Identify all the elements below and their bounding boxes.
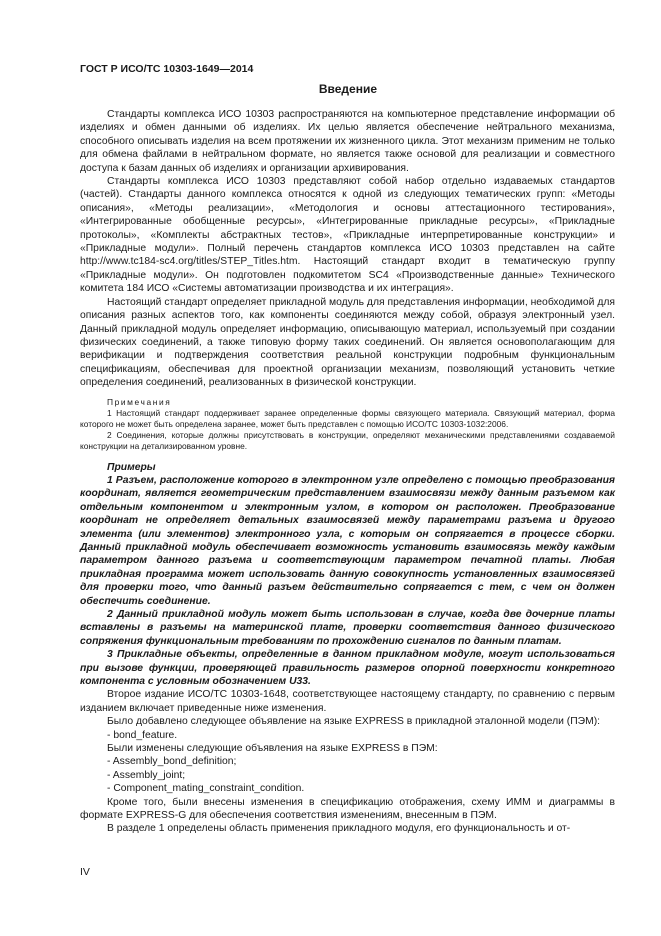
note-item: 1 Настоящий стандарт поддерживает заранее определенные формы связующего материала. Связующий материал, форма которого не может быть определена заранее, может быть представлен с помощью ИСО/ТС 10303-1032:2006. <box>80 408 615 430</box>
paragraph: Кроме того, были внесены изменения в спецификацию отображения, схему ИММ и диаграммы в формате EXPRESS-G для обеспечения соответствия изменениям, внесенным в ПЭМ. <box>80 796 615 822</box>
list-item: - Assembly_bond_definition; <box>107 756 237 768</box>
page-number: IV <box>80 866 90 878</box>
example-item: 2 Данный прикладной модуль может быть использован в случае, когда две дочерние платы вставлены в разъемы на материнской плате, проверки соответствия данного физического сопряжения функциональным требованиям по прохождению сигналов по данным платам. <box>80 608 615 647</box>
paragraph: Настоящий стандарт определяет прикладной модуль для представления информации, необходимой для описания разных аспектов того, как компоненты соединяются между собой, образуя электронный узел. Данный прикладной модуль определяет информацию, описывающую материал, используемый при создании физических соединений, а также типовую форму таких соединений. Он является основополагающим для верификации и подтверждения соответствия реальной конструкции подробным функциональным спецификациям, обеспечивая для проектной организации механизм, позволяющий установить четкие определения соединений, реализованных в физической конструкции. <box>80 296 615 389</box>
example-item: 3 Прикладные объекты, определенные в данном прикладном модуле, могут использоваться при вызове функции, проверяющей правильность размеров опорной поверхности конкретного компонента с условным обозначением U33. <box>80 649 615 688</box>
paragraph: Стандарты комплекса ИСО 10303 распространяются на компьютерное представление информации об изделиях и обмен данными об изделиях. Их целью является обеспечение нейтрального механизма, способного описывать изделия на всем протяжении их жизненного цикла. Этот механизм применим не только для обмена файлами в нейтральном формате, но является также основой для реализации и совместного доступа к базам данных об изделиях и организации архивирования. <box>80 109 615 174</box>
notes-block <box>80 397 615 452</box>
note-item: 2 Соединения, которые должны присутствовать в конструкции, определяют механическими представлениями создаваемой конструкции на детализированном уровне. <box>80 429 615 451</box>
paragraph: Были изменены следующие объявления на языке EXPRESS в ПЭМ: <box>107 743 438 755</box>
paragraph: Было добавлено следующее объявление на языке EXPRESS в прикладной эталонной модели (ПЭМ): <box>107 716 601 728</box>
standard-header: ГОСТ Р ИСО/ТС 10303-1649—2014 <box>80 63 254 75</box>
paragraph: В разделе 1 определены область применения прикладного модуля, его функциональность и от- <box>107 823 571 835</box>
list-item: - Component_mating_constraint_condition. <box>107 783 305 795</box>
paragraph: Второе издание ИСО/ТС 10303-1648, соответствующее настоящему стандарту, по сравнению с первым изданием включает приведенные ниже изменения. <box>80 689 615 714</box>
section-title: Введение <box>318 82 377 96</box>
document-body <box>80 108 615 836</box>
list-item: - bond_feature. <box>107 729 178 741</box>
notes-heading: Примечания <box>107 396 172 407</box>
examples-block <box>80 461 615 689</box>
paragraph: Стандарты комплекса ИСО 10303 представляют собой набор отдельно издаваемых стандартов (частей). Стандарты данного комплекса относятся к одной из следующих тематических групп: «Методы описания», «Методы реализации», «Методология и основы аттестационного тестирования», «Интегрированные обобщенные ресурсы», «Интегрированные прикладные ресурсы», «Прикладные протоколы», «Комплекты абстрактных тестов», «Прикладные интерпретированные конструкции» и «Прикладные модули». Полный перечень стандартов комплекса ИСО 10303 представлен на сайте http://www.tc184-sc4.org/titles/STEP_Titles.htm. Настоящий стандарт входит в тематическую группу «Прикладные модули». Он подготовлен подкомитетом SC4 «Производственные данные» Технического комитета 184 ИСО «Системы автоматизации производства и их интеграция». <box>80 176 615 295</box>
example-item: 1 Разъем, расположение которого в электронном узле определено с помощью преобразования координат, является геометрическим представлением взаимосвязи между данным разъемом как отдельным компонентом и электронным узлом, в котором он расположен. Преобразование координат не определяет детальных взаимосвязей между параметрами разъема и другого элемента (или элементов) электронного узла, с которым он сопрягается в процессе сборки. Данный прикладной модуль обеспечивает возможность установить взаимосвязь между каждым параметром данного разъема и соответствующим параметром печатной платы. Любая прикладная программа может использовать данную совокупность установленных взаимосвязей для проверки того, что данный разъем действительно сопрягается с тем, с чем он должен обеспечить соединение. <box>80 474 615 607</box>
list-item: - Assembly_joint; <box>107 769 186 781</box>
examples-heading: Примеры <box>107 461 156 473</box>
